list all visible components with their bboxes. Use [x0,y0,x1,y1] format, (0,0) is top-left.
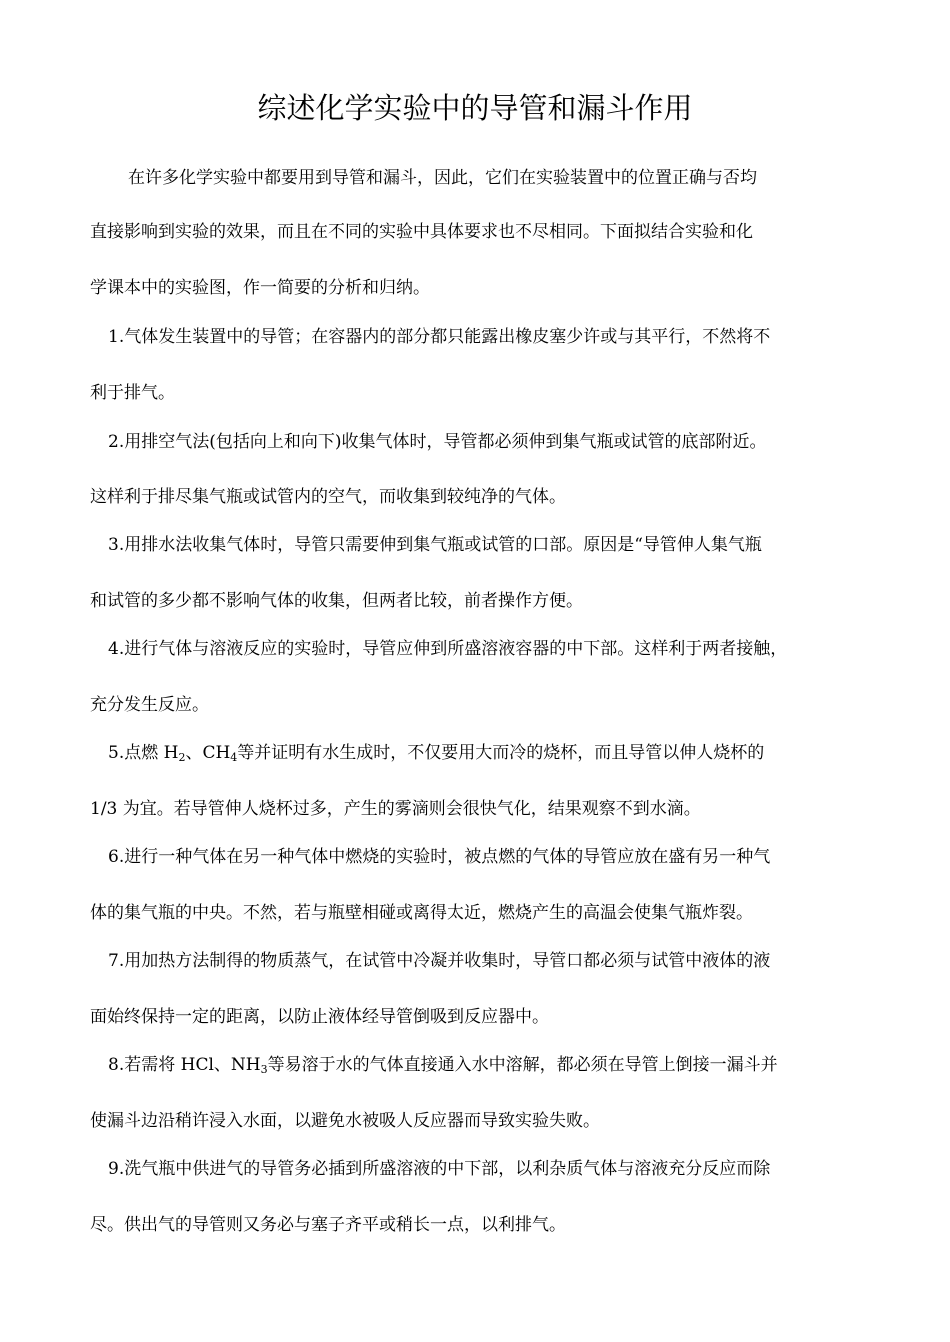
subscript: 4 [230,751,238,764]
item-line: 4.进行气体与溶液反应的实验时，导管应伸到所盛溶液容器的中下部。这样利于两者接触， [108,639,788,659]
document-title: 综述化学实验中的导管和漏斗作用 [257,91,693,125]
text-run: 5.点燃 H [108,743,179,763]
item-line: 1.气体发生装置中的导管；在容器内的部分都只能露出橡皮塞少许或与其平行，不然将不 [108,327,771,347]
item-line: 体的集气瓶的中央。不然，若与瓶壁相碰或离得太近，燃烧产生的高温会使集气瓶炸裂。 [90,903,753,923]
text-run: 等并证明有水生成时，不仅要用大而冷的烧杯，而且导管以伸人烧杯的 [237,743,765,763]
item-line: 这样利于排尽集气瓶或试管内的空气，而收集到较纯净的气体。 [90,487,566,507]
item-line [108,738,764,768]
item-line: 和试管的多少都不影响气体的收集，但两者比较，前者操作方便。 [90,591,583,611]
item-line: 利于排气。 [90,383,175,403]
text-run: 等易溶于水的气体直接通入水中溶解，都必须在导管上倒接一漏斗并 [267,1055,778,1075]
item-line: 7.用加热方法制得的物质蒸气，在试管中冷凝并收集时，导管口都必须与试管中液体的液 [108,951,771,971]
item-line: 1/3 为宜。若导管伸人烧杯过多，产生的雾滴则会很快气化，结果观察不到水滴。 [90,799,701,819]
item-line: 使漏斗边沿稍许浸入水面，以避免水被吸人反应器而导致实验失败。 [90,1111,600,1131]
item-line: 9.洗气瓶中供进气的导管务必插到所盛溶液的中下部，以利杂质气体与溶液充分反应而除 [108,1159,771,1179]
intro-line-3: 学课本中的实验图，作一简要的分析和归纳。 [90,278,430,298]
intro-line-2: 直接影响到实验的效果，而且在不同的实验中具体要求也不尽相同。下面拟结合实验和化 [90,222,753,242]
subscript: 3 [260,1063,268,1076]
item-line: 充分发生反应。 [90,695,209,715]
item-line [108,1050,778,1080]
item-line: 面始终保持一定的距离，以防止液体经导管倒吸到反应器中。 [90,1007,549,1027]
item-line: 3.用排水法收集气体时，导管只需要伸到集气瓶或试管的口部。原因是“导管伸人集气瓶 [108,535,762,555]
item-line: 尽。供出气的导管则又务必与塞子齐平或稍长一点，以利排气。 [90,1215,566,1235]
text-run: 8.若需将 HCl、NH [108,1055,261,1075]
intro-line-1: 在许多化学实验中都要用到导管和漏斗，因此，它们在实验装置中的位置正确与否均 [128,168,757,188]
item-line: 2.用排空气法(包括向上和向下)收集气体时，导管都必须伸到集气瓶或试管的底部附近。 [108,432,767,452]
subscript: 2 [178,751,186,764]
item-line: 6.进行一种气体在另一种气体中燃烧的实验时，被点燃的气体的导管应放在盛有另一种气 [108,847,771,867]
text-run: 、CH [185,743,231,763]
